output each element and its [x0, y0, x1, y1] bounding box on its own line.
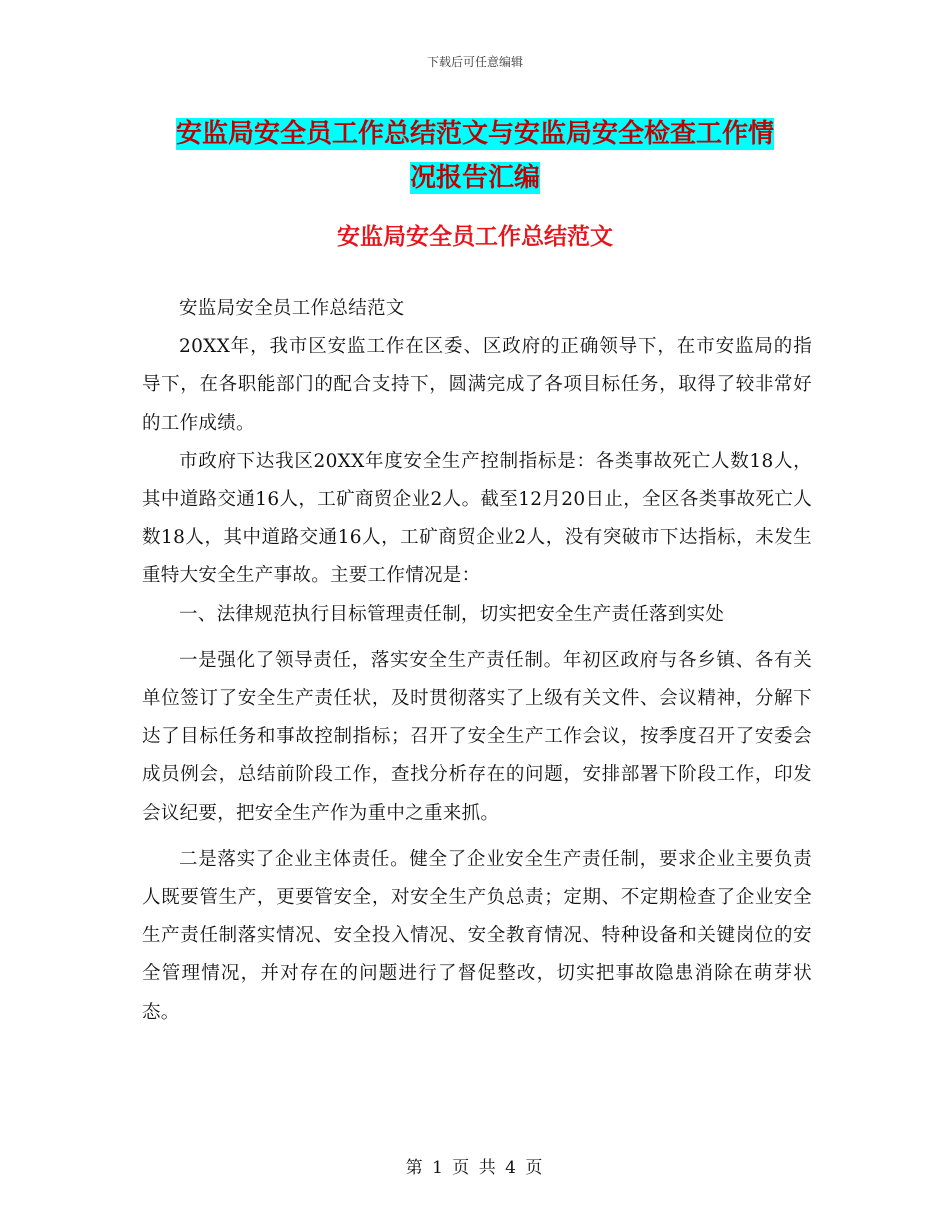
paragraph: 一是强化了领导责任，落实安全生产责任制。年初区政府与各乡镇、各有关单位签订了安全生产责任状，及时贯彻落实了上级有关文件、会议精神，分解下达了目标任务和事故控制指标；召开了安全生产工作会议，按季度召开了安委会成员例会，总结前阶段工作，查找分析存在的问题，安排部署下阶段工作，印发会议纪要，把安全生产作为重中之重来抓。	[142, 649, 812, 824]
main-title-line2: 况报告汇编	[409, 163, 540, 193]
paragraph: 二是落实了企业主体责任。健全了企业安全生产责任制，要求企业主要负责人既要管生产，更要管安全，对安全生产负总责；定期、不定期检查了企业安全生产责任制落实情况、安全投入情况、安全教育情况、特种设备和关键岗位的安全管理情况，并对存在的问题进行了督促整改，切实把事故隐患消除在萌芽状态。	[142, 848, 812, 1023]
body-text	[142, 290, 812, 1032]
section-title: 安监局安全员工作总结范文	[337, 224, 613, 250]
paragraph: 安监局安全员工作总结范文	[179, 298, 405, 319]
paragraph: 一、法律规范执行目标管理责任制，切实把安全生产责任落到实处	[179, 603, 725, 625]
main-title	[140, 112, 810, 200]
main-title-line1: 安监局安全员工作总结范文与安监局安全检查工作情	[175, 119, 774, 149]
page-number: 第 1 页 共 4 页	[405, 1158, 545, 1178]
paragraph: 20XX年，我市区安监工作在区委、区政府的正确领导下，在市安监局的指导下，在各职能部门的配合支持下，圆满完成了各项目标任务，取得了较非常好的工作成绩。	[142, 336, 812, 434]
header-note: 下载后可任意编辑	[426, 55, 523, 69]
paragraph: 市政府下达我区20XX年度安全生产控制指标是：各类事故死亡人数18人，其中道路交通16人，工矿商贸企业2人。截至12月20日止，全区各类事故死亡人数18人，其中道路交通16人，工矿商贸企业2人，没有突破市下达指标，未发生重特大安全生产事故。主要工作情况是：	[142, 450, 812, 587]
